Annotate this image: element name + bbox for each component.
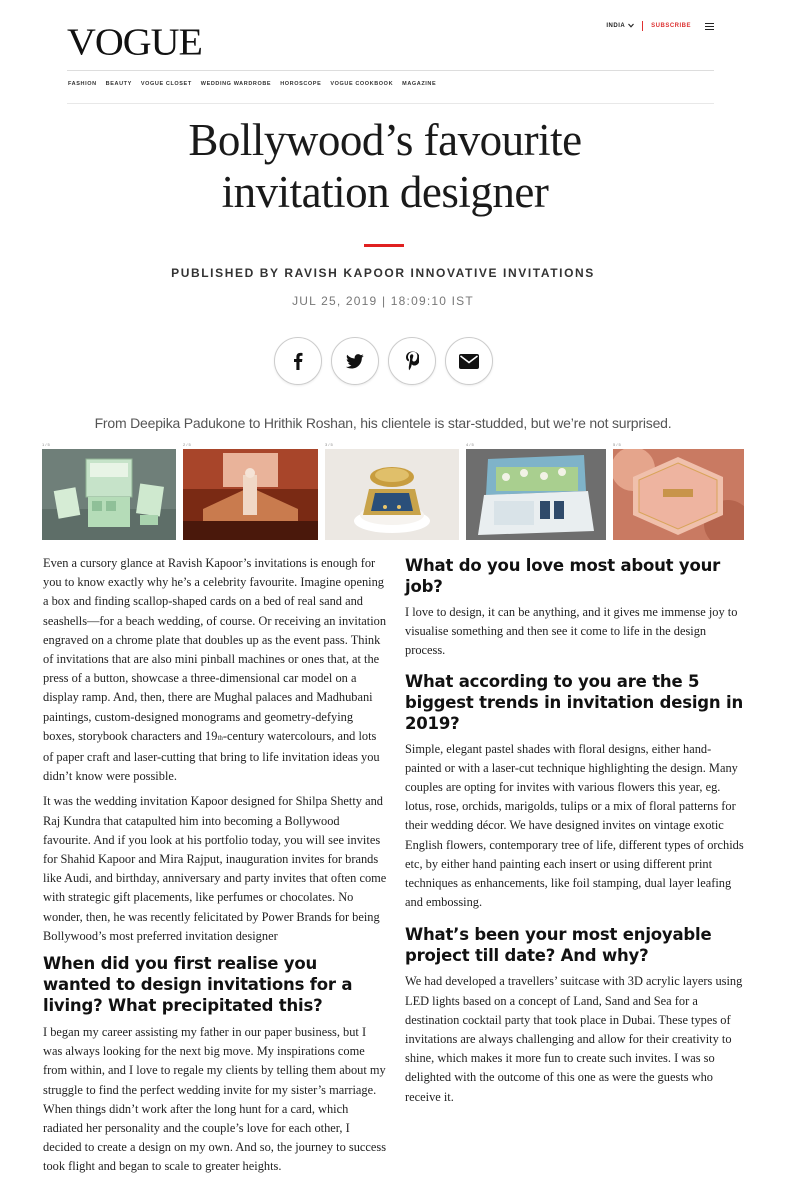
share-email-button[interactable] (445, 337, 493, 385)
article-date: JUL 25, 2019 | 18:09:10 IST (292, 294, 474, 308)
interview-question-1: When did you first realise you wanted to design invitations for a living? What precipitated this? (43, 954, 353, 1016)
nav-item-beauty[interactable]: BEAUTY (105, 81, 132, 87)
gallery-image-garden-box[interactable] (466, 449, 606, 540)
body-paragraph-1-part-a: Even a cursory glance at Ravish Kapoor’s invitations is enough for you to know exactly why he’s a celebrity favourite. Imagine opening a box and finding scallop-shaped cards on a bed of real sand and seashells—for a beach wedding, of course. Or receiving an invitation engraved on a chrome plate that doubles up as the event pass. Think of invitations that are also mini pinball machines or ones that, at the press of a button, showcase a three-dimensional car model on a display ramp. And, then, there are Mughal palaces and Madhubani paintings, custom-designed monograms and geometry-defying boxes, storybook characters and 19 (43, 556, 387, 743)
gallery-caption-5: 5 / 5 (613, 442, 621, 447)
nav-item-horoscope[interactable]: HOROSCOPE (280, 81, 322, 87)
gallery-caption-4: 4 / 5 (466, 442, 474, 447)
ordinal-suffix: th (217, 733, 223, 742)
interview-answer-1: I began my career assisting my father in our paper business, but I was always looking for the next big move. My inspirations come from within, and I love to regale my clients by telling them about my struggle to find the perfect wedding invite for my sister’s marriage. When things didn’t work after the long hunt for a card, which radiated her personality and the couple’s love for each other, I decided to create a design on my own. And so, the journey to success took flight and began to scale to greater heights. (43, 1025, 387, 1174)
headline-line-1: Bollywood’s favourite (188, 115, 582, 165)
interview-question-3: What according to you are the 5 biggest trends in invitation design in 2019? (405, 671, 744, 733)
header-divider (642, 21, 643, 31)
article-dek: From Deepika Padukone to Hrithik Roshan, his clientele is star-studded, but we’re not surprised. (94, 415, 672, 431)
region-label: INDIA (606, 23, 625, 30)
nav-divider-line (67, 103, 714, 104)
headline-line-2: invitation designer (221, 167, 549, 217)
gallery-image-palace-box[interactable] (183, 449, 318, 540)
nav-item-vogue-closet[interactable]: VOGUE CLOSET (140, 81, 192, 87)
email-icon (459, 354, 479, 369)
region-selector[interactable] (606, 23, 634, 29)
nav-item-vogue-cookbook[interactable]: VOGUE COOKBOOK (330, 81, 394, 87)
headline-accent-rule (364, 244, 404, 247)
share-pinterest-button[interactable] (388, 337, 436, 385)
chevron-down-icon (628, 23, 634, 28)
pinterest-icon (405, 351, 419, 371)
twitter-icon (346, 354, 364, 369)
share-twitter-button[interactable] (331, 337, 379, 385)
article-body-right (405, 555, 745, 1107)
article-headline (0, 114, 770, 218)
vogue-logo[interactable]: VOGUE (67, 20, 202, 63)
body-paragraph-2: It was the wedding invitation Kapoor designed for Shilpa Shetty and Raj Kundra that catapulted him into becoming a Bollywood favourite. And if you look at his portfolio today, you will see invites for Shahid Kapoor and Mira Rajput, inauguration invites for brands like Audi, and birthday, anniversary and party invites that often come with strategic gift placements, like perfumes or chocolates. No wonder, then, he was recently felicitated by Power Brands for being Bollywood’s most preferred invitation designer (43, 794, 387, 943)
gallery-image-gold-box[interactable] (325, 449, 459, 540)
facebook-icon (293, 352, 303, 370)
article-body-left (43, 554, 388, 1177)
interview-answer-4: We had developed a travellers’ suitcase with 3D acrylic layers using LED lights based on a concept of Land, Sand and Sea for a destination cocktail party that took place in Dubai. These types of invitations are always challenging and allow for their creativity to shine, which makes it more fun to create such invites. I was so delighted with the outcome of this one as were the guests who receive it. (405, 974, 743, 1104)
subscribe-link[interactable]: SUBSCRIBE (651, 23, 691, 30)
main-navigation (68, 81, 436, 87)
gallery-caption-2: 2 / 5 (183, 442, 191, 447)
gallery-image-mint-invitation[interactable] (42, 449, 176, 540)
interview-answer-2: I love to design, it can be anything, and it gives me immense joy to visualise something and then see it come to life in the design process. (405, 605, 738, 658)
gallery-image-pink-hexagon[interactable] (613, 449, 744, 540)
nav-item-magazine[interactable]: MAGAZINE (402, 81, 437, 87)
interview-answer-3: Simple, elegant pastel shades with floral designs, either hand-painted or with a laser-cut technique highlighting the design. Many couples are opting for invites with various flowers this year, eg. lotus, rose, orchids, marigolds, tulips or a mix of floral patterns for their wedding décor. We have designed invites on vintage exotic English flowers, contemporary tree of life, different types of orchids etc, by either hand painting each insert or using different print techniques as enhancements, like foil stamping, dual layer leafing and embossing. (405, 741, 744, 910)
body-paragraph-1-part-b: -century watercolours, and lots of paper craft and laser-cutting that bring to life invitation ideas you didn’t know were possible. (43, 728, 380, 784)
header-utilities (606, 21, 714, 32)
hamburger-menu-icon[interactable] (705, 21, 714, 32)
header-divider-line (67, 70, 714, 71)
nav-item-fashion[interactable]: FASHION (68, 81, 97, 87)
interview-question-2: What do you love most about your job? (405, 556, 721, 596)
article-byline: PUBLISHED BY RAVISH KAPOOR INNOVATIVE INVITATIONS (171, 266, 595, 280)
body-paragraph-1 (43, 554, 388, 786)
gallery-caption-3: 3 / 5 (325, 442, 333, 447)
share-facebook-button[interactable] (274, 337, 322, 385)
gallery-caption-1: 1 / 5 (42, 442, 50, 447)
interview-question-4: What’s been your most enjoyable project till date? And why? (405, 925, 712, 966)
nav-item-wedding-wardrobe[interactable]: WEDDING WARDROBE (200, 81, 272, 87)
